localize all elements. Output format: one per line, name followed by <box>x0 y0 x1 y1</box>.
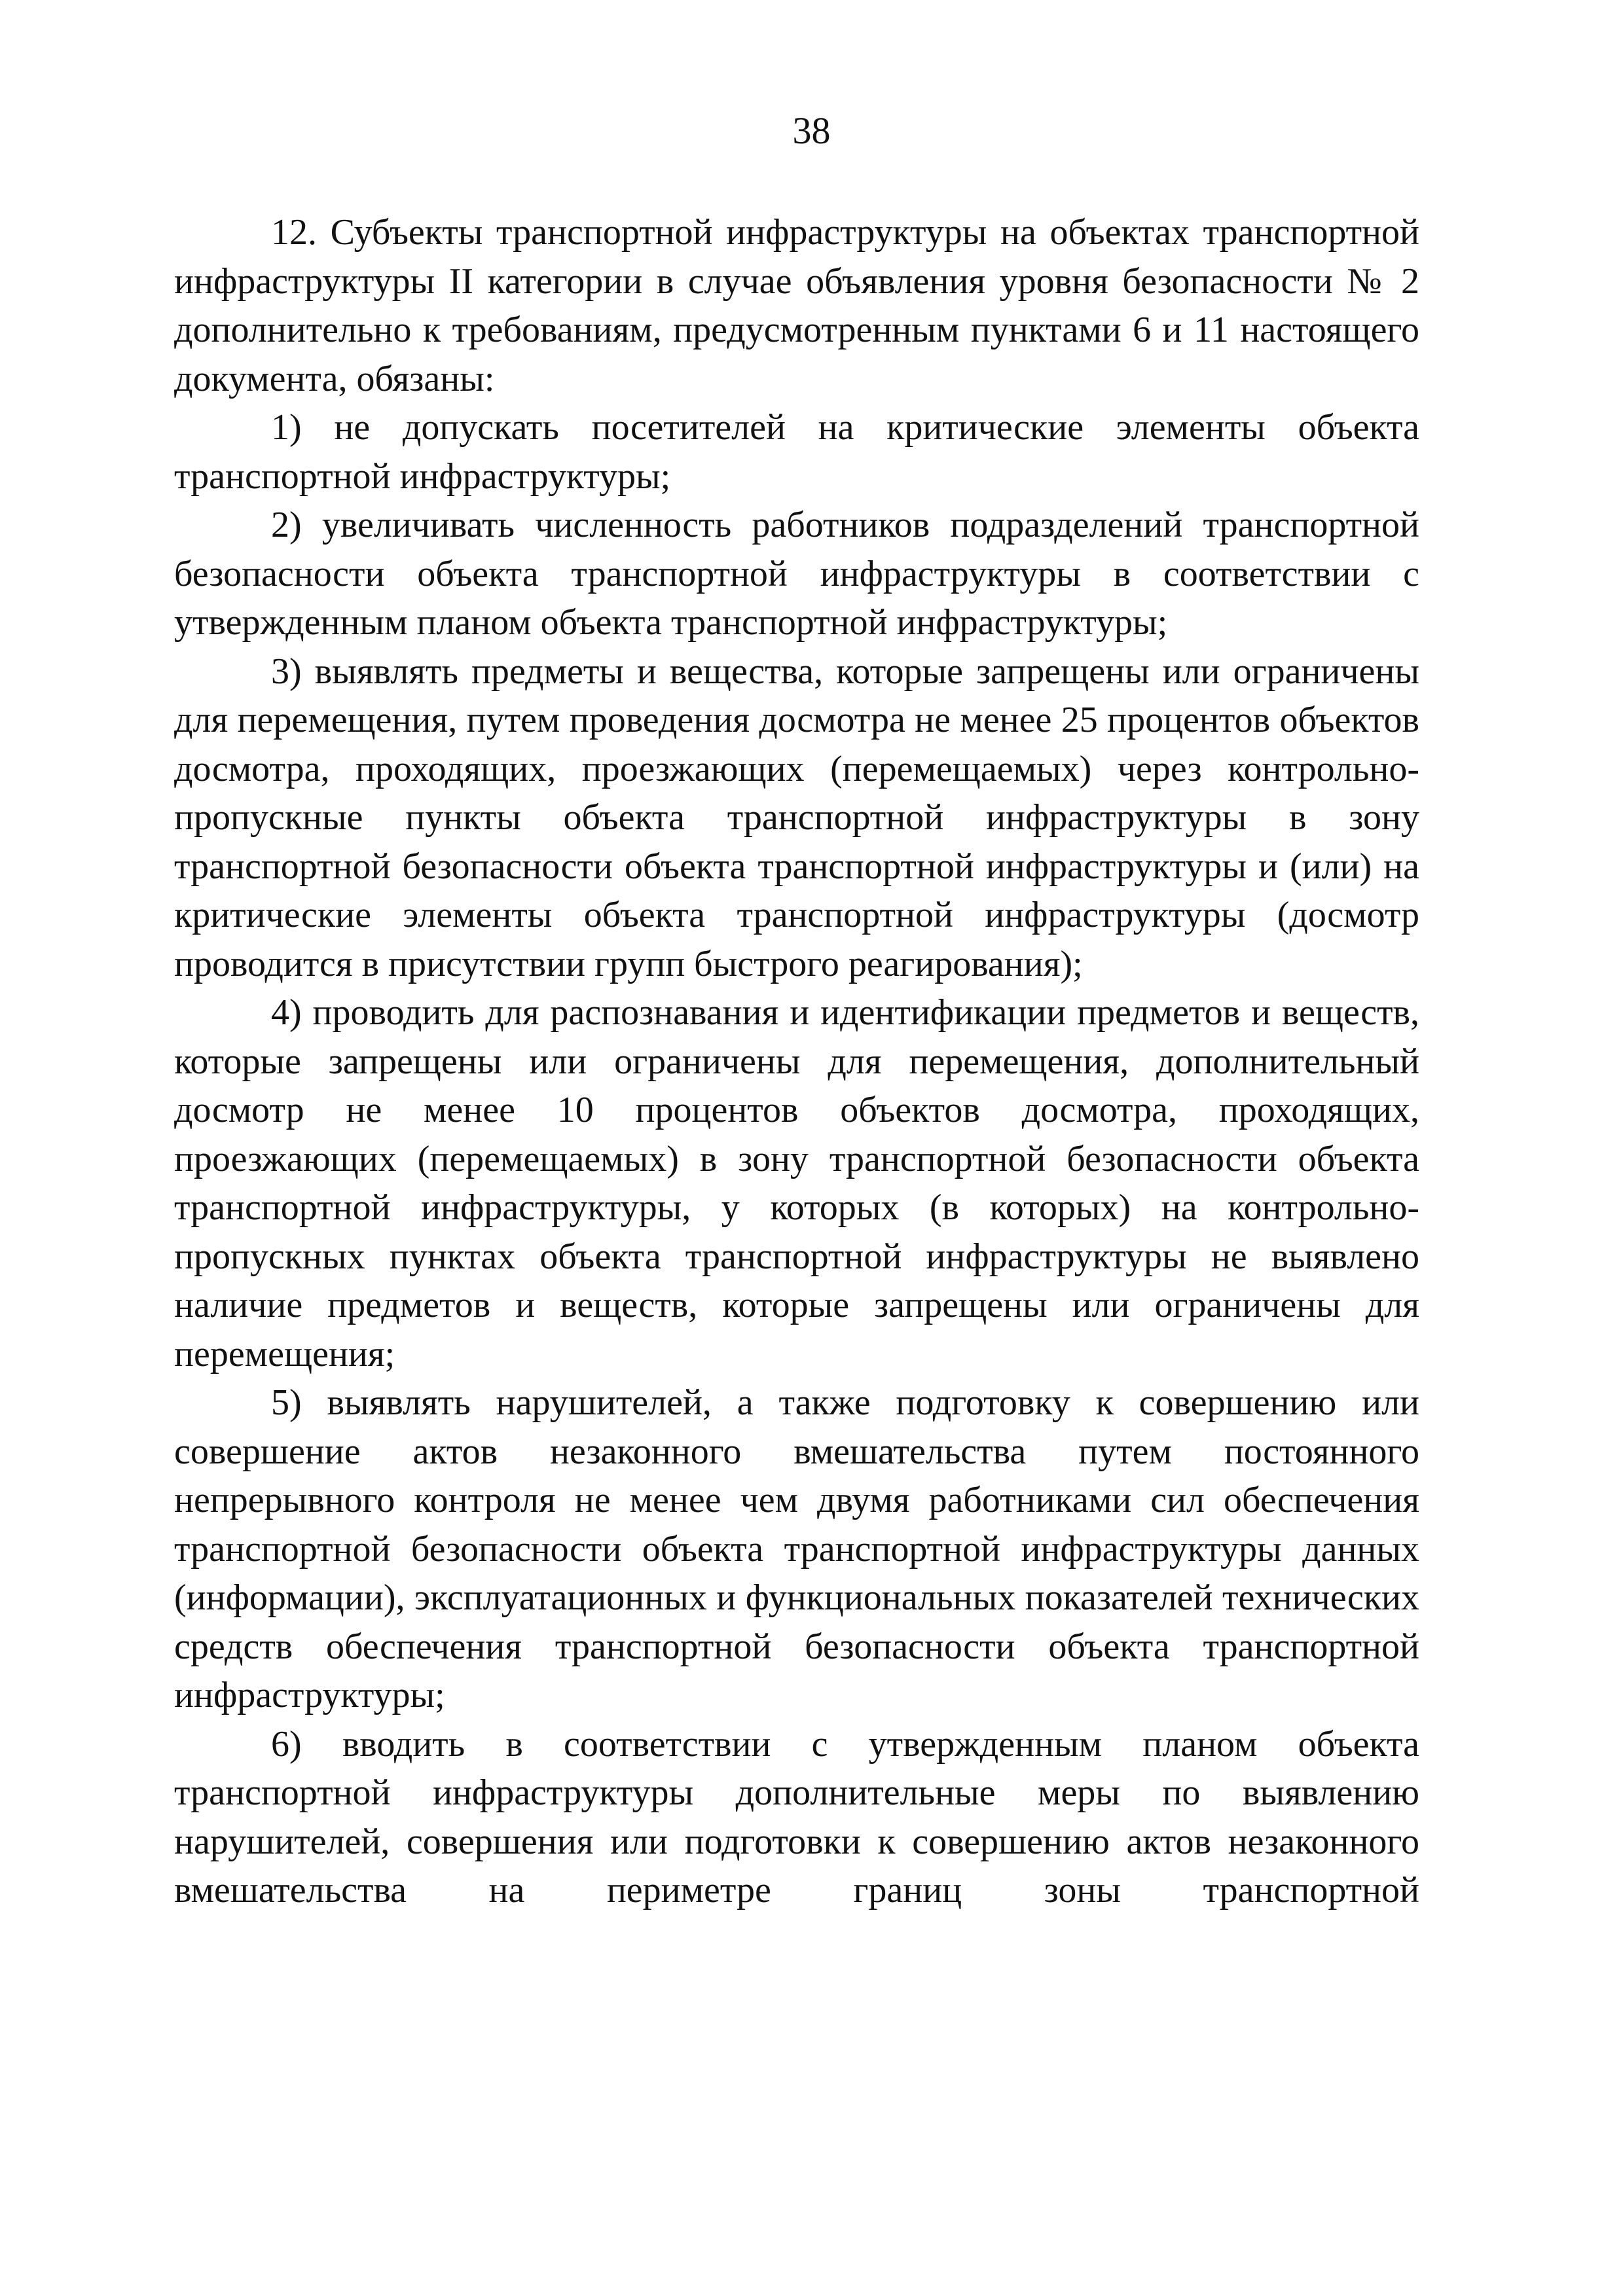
page-number: 38 <box>792 109 831 152</box>
paragraph-item-5: 5) выявлять нарушителей, а также подготовку к совершению или совершение актов незаконного вмешательства путем постоянного непрерывного контроля не менее чем двумя работниками сил обеспечения транспортной безопасности объекта транспортной инфраструктуры данных (информации), эксплуатационных и функциональных показателей технических средств обеспечения транспортной безопасности объекта транспортной инфраструктуры; <box>174 1382 1419 1715</box>
paragraph-item-4: 4) проводить для распознавания и идентификации предметов и веществ, которые запрещены или ограничены для перемещения, дополнительный досмотр не менее 10 процентов объектов досмотра, проходящих, проезжающих (перемещаемых) в зону транспортной безопасности объекта транспортной инфраструктуры, у которых (в которых) на контрольно-пропускных пунктах объекта транспортной инфраструктуры не выявлено наличие предметов и веществ, которые запрещены или ограничены для перемещения; <box>174 992 1419 1374</box>
paragraph-item-6: 6) вводить в соответствии с утвержденным планом объекта транспортной инфраструктуры дополнительные меры по выявлению нарушителей, совершения или подготовки к совершению актов незаконного вмешательства на периметре границ зоны транспортной <box>174 1723 1419 1910</box>
paragraph-item-1: 1) не допускать посетителей на критические элементы объекта транспортной инфраструктуры; <box>174 407 1419 497</box>
paragraph-intro: 12. Субъекты транспортной инфраструктуры на объектах транспортной инфраструктуры II категории в случае объявления уровня безопасности № 2 дополнительно к требованиям, предусмотренным пунктами 6 и 11 настоящего документа, обязаны: <box>174 212 1419 399</box>
paragraph-item-3: 3) выявлять предметы и вещества, которые запрещены или ограничены для перемещения, путем проведения досмотра не менее 25 процентов объектов досмотра, проходящих, проезжающих (перемещаемых) через контрольно-пропускные пункты объекта транспортной инфраструктуры в зону транспортной безопасности объекта транспортной инфраструктуры и (или) на критические элементы объекта транспортной инфраструктуры (досмотр проводится в присутствии групп быстрого реагирования); <box>174 651 1419 984</box>
paragraph-item-2: 2) увеличивать численность работников подразделений транспортной безопасности объекта транспортной инфраструктуры в соответствии с утвержденным планом объекта транспортной инфраструктуры; <box>174 505 1419 643</box>
document-body <box>174 208 1419 1915</box>
